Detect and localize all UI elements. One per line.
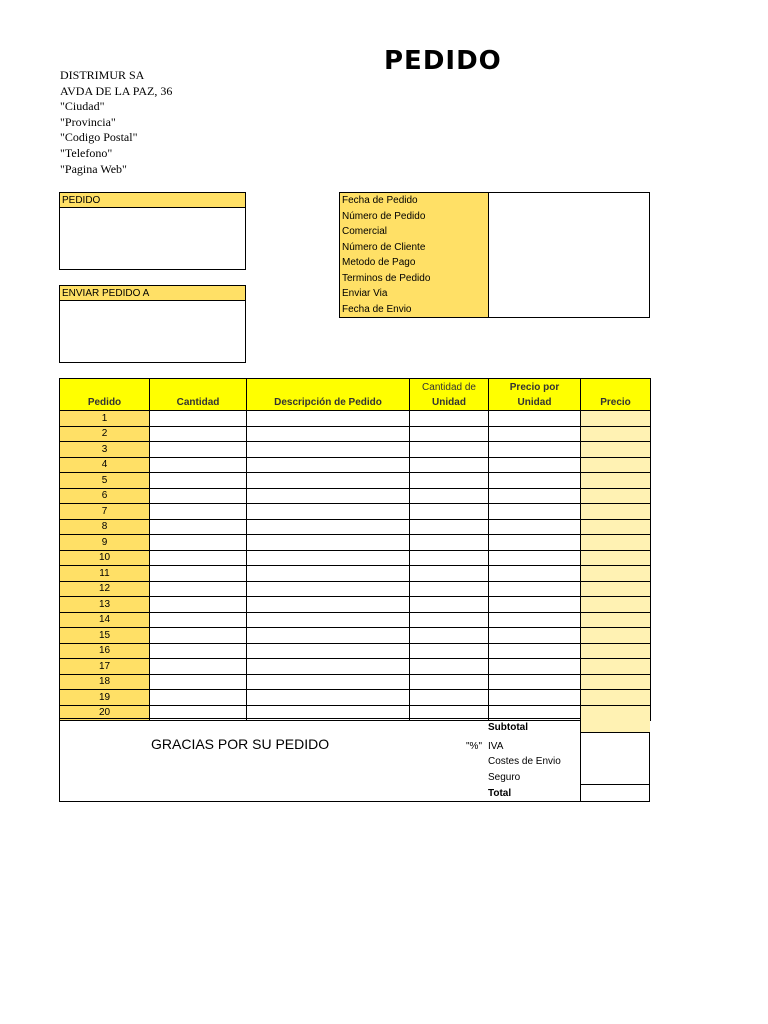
table-row (60, 519, 651, 535)
order-info-values[interactable] (489, 193, 649, 317)
descripcion-cell[interactable] (247, 457, 410, 473)
company-phone: "Telefono" (60, 145, 113, 160)
row-number: 18 (60, 674, 150, 690)
precio-unidad-cell[interactable] (489, 504, 581, 520)
descripcion-cell[interactable] (247, 612, 410, 628)
cantidad-unidad-cell[interactable] (410, 535, 489, 551)
descripcion-cell[interactable] (247, 504, 410, 520)
row-number: 2 (60, 426, 150, 442)
table-row (60, 504, 651, 520)
col-header-precio-unidad-line1: Precio por (509, 382, 560, 393)
vat-percent: "%" (466, 741, 482, 752)
precio-unidad-cell[interactable] (489, 581, 581, 597)
precio-cell[interactable] (581, 504, 651, 520)
precio-unidad-cell[interactable] (489, 519, 581, 535)
precio-cell[interactable] (581, 535, 651, 551)
precio-cell[interactable] (581, 488, 651, 504)
order-number-label: Número de Pedido (342, 210, 426, 222)
precio-cell[interactable] (581, 411, 651, 427)
payment-method-label: Metodo de Pago (342, 257, 416, 268)
precio-unidad-cell[interactable] (489, 612, 581, 628)
company-info (60, 68, 172, 177)
table-row (60, 550, 651, 566)
precio-unidad-cell[interactable] (489, 442, 581, 458)
cantidad-cell[interactable] (150, 690, 247, 706)
items-table (59, 378, 651, 721)
col-header-pedido: Pedido (60, 379, 150, 411)
row-number: 3 (60, 442, 150, 458)
order-info-labels (340, 193, 489, 317)
thanks-message: GRACIAS POR SU PEDIDO (151, 736, 330, 752)
descripcion-cell[interactable] (247, 674, 410, 690)
table-row (60, 473, 651, 489)
cantidad-unidad-cell[interactable] (410, 550, 489, 566)
company-postal-code: "Codigo Postal" (60, 130, 138, 145)
table-row (60, 674, 651, 690)
col-header-precio: Precio (581, 379, 651, 411)
precio-unidad-cell[interactable] (489, 426, 581, 442)
precio-cell[interactable] (581, 550, 651, 566)
cantidad-unidad-cell[interactable] (410, 473, 489, 489)
precio-cell[interactable] (581, 643, 651, 659)
precio-unidad-cell[interactable] (489, 643, 581, 659)
ship-to-box (59, 285, 246, 363)
cantidad-cell[interactable] (150, 643, 247, 659)
order-box (59, 192, 246, 270)
precio-cell[interactable] (581, 628, 651, 644)
precio-unidad-cell[interactable] (489, 457, 581, 473)
precio-unidad-cell[interactable] (489, 550, 581, 566)
cantidad-unidad-cell[interactable] (410, 488, 489, 504)
row-number: 12 (60, 581, 150, 597)
cantidad-unidad-cell[interactable] (410, 411, 489, 427)
cantidad-cell[interactable] (150, 674, 247, 690)
cantidad-cell[interactable] (150, 411, 247, 427)
row-number: 17 (60, 659, 150, 675)
row-number: 19 (60, 690, 150, 706)
descripcion-cell[interactable] (247, 550, 410, 566)
cantidad-cell[interactable] (150, 519, 247, 535)
table-row (60, 659, 651, 675)
order-date-label: Fecha de Pedido (342, 195, 418, 206)
cantidad-unidad-cell[interactable] (410, 643, 489, 659)
col-header-descripcion: Descripción de Pedido (247, 379, 410, 411)
company-name: DISTRIMUR SA (60, 68, 145, 82)
col-header-cantidad-unidad-line1: Cantidad de (422, 382, 476, 393)
descripcion-cell[interactable] (247, 690, 410, 706)
precio-cell[interactable] (581, 581, 651, 597)
descripcion-cell[interactable] (247, 597, 410, 613)
precio-cell[interactable] (581, 612, 651, 628)
precio-cell[interactable] (581, 473, 651, 489)
table-row (60, 690, 651, 706)
precio-cell[interactable] (581, 597, 651, 613)
cantidad-unidad-cell[interactable] (410, 457, 489, 473)
company-city: "Ciudad" (60, 99, 105, 114)
col-header-cantidad-unidad-line2: Unidad (432, 397, 466, 408)
precio-unidad-cell[interactable] (489, 628, 581, 644)
company-website: "Pagina Web" (60, 161, 127, 176)
subtotal-value[interactable] (581, 718, 650, 733)
cantidad-cell[interactable] (150, 473, 247, 489)
cantidad-cell[interactable] (150, 628, 247, 644)
cantidad-cell[interactable] (150, 597, 247, 613)
row-number: 5 (60, 473, 150, 489)
cantidad-unidad-cell[interactable] (410, 674, 489, 690)
row-number: 6 (60, 488, 150, 504)
cantidad-cell[interactable] (150, 426, 247, 442)
charges-value[interactable] (581, 733, 650, 785)
descripcion-cell[interactable] (247, 426, 410, 442)
cantidad-cell[interactable] (150, 550, 247, 566)
cantidad-cell[interactable] (150, 581, 247, 597)
col-header-cantidad: Cantidad (150, 379, 247, 411)
total-label: Total (488, 788, 512, 799)
table-row (60, 411, 651, 427)
precio-cell[interactable] (581, 426, 651, 442)
table-row (60, 488, 651, 504)
order-terms-label: Terminos de Pedido (342, 272, 431, 284)
row-number: 15 (60, 628, 150, 644)
table-row (60, 566, 651, 582)
cantidad-unidad-cell[interactable] (410, 628, 489, 644)
row-number: 4 (60, 457, 150, 473)
precio-unidad-cell[interactable] (489, 674, 581, 690)
order-box-field[interactable] (60, 208, 245, 269)
descripcion-cell[interactable] (247, 581, 410, 597)
row-number: 8 (60, 519, 150, 535)
cantidad-unidad-cell[interactable] (410, 659, 489, 675)
order-info-box (339, 192, 650, 318)
cantidad-cell[interactable] (150, 659, 247, 675)
descripcion-cell[interactable] (247, 411, 410, 427)
precio-unidad-cell[interactable] (489, 473, 581, 489)
descripcion-cell[interactable] (247, 519, 410, 535)
ship-date-label: Fecha de Envio (342, 303, 412, 315)
cantidad-unidad-cell[interactable] (410, 612, 489, 628)
descripcion-cell[interactable] (247, 488, 410, 504)
cantidad-unidad-cell[interactable] (410, 426, 489, 442)
precio-unidad-cell[interactable] (489, 411, 581, 427)
vat-label: IVA (488, 741, 504, 752)
table-row (60, 442, 651, 458)
ship-via-label: Enviar Via (342, 288, 388, 299)
precio-cell[interactable] (581, 690, 651, 706)
descripcion-cell[interactable] (247, 535, 410, 551)
descripcion-cell[interactable] (247, 442, 410, 458)
subtotal-label: Subtotal (488, 722, 528, 733)
table-row (60, 643, 651, 659)
row-number: 20 (60, 705, 150, 721)
precio-unidad-cell[interactable] (489, 659, 581, 675)
descripcion-cell[interactable] (247, 643, 410, 659)
table-row (60, 581, 651, 597)
col-header-precio-unidad-line2: Unidad (517, 397, 552, 408)
row-number: 16 (60, 643, 150, 659)
cantidad-unidad-cell[interactable] (410, 690, 489, 706)
row-number: 9 (60, 535, 150, 551)
descripcion-cell[interactable] (247, 473, 410, 489)
totals-values-column (580, 718, 650, 802)
table-row (60, 426, 651, 442)
descripcion-cell[interactable] (247, 659, 410, 675)
row-number: 10 (60, 550, 150, 566)
precio-unidad-cell[interactable] (489, 566, 581, 582)
precio-unidad-cell[interactable] (489, 690, 581, 706)
cantidad-unidad-cell[interactable] (410, 519, 489, 535)
cantidad-cell[interactable] (150, 566, 247, 582)
precio-unidad-cell[interactable] (489, 535, 581, 551)
cantidad-unidad-cell[interactable] (410, 566, 489, 582)
precio-cell[interactable] (581, 659, 651, 675)
cantidad-cell[interactable] (150, 442, 247, 458)
ship-to-field[interactable] (60, 301, 245, 362)
row-number: 11 (60, 566, 150, 582)
table-row (60, 628, 651, 644)
col-header-precio-unidad (489, 379, 581, 411)
precio-cell[interactable] (581, 442, 651, 458)
cantidad-unidad-cell[interactable] (410, 442, 489, 458)
table-row (60, 612, 651, 628)
cantidad-unidad-cell[interactable] (410, 581, 489, 597)
insurance-label: Seguro (488, 772, 521, 783)
table-row (60, 597, 651, 613)
descripcion-cell[interactable] (247, 566, 410, 582)
row-number: 7 (60, 504, 150, 520)
cantidad-unidad-cell[interactable] (410, 597, 489, 613)
row-number: 1 (60, 411, 150, 427)
precio-cell[interactable] (581, 519, 651, 535)
descripcion-cell[interactable] (247, 628, 410, 644)
precio-cell[interactable] (581, 566, 651, 582)
customer-number-label: Número de Cliente (342, 241, 426, 253)
cantidad-cell[interactable] (150, 488, 247, 504)
company-address: AVDA DE LA PAZ, 36 (60, 83, 173, 98)
order-box-label: PEDIDO (60, 193, 245, 208)
sales-rep-label: Comercial (342, 226, 388, 237)
table-row (60, 457, 651, 473)
row-number: 13 (60, 597, 150, 613)
table-row (60, 535, 651, 551)
items-table-body (60, 411, 651, 721)
shipping-label: Costes de Envio (488, 756, 561, 767)
document-title: PEDIDO (384, 46, 502, 76)
totals-section (59, 718, 650, 802)
cantidad-cell[interactable] (150, 504, 247, 520)
cantidad-cell[interactable] (150, 457, 247, 473)
ship-to-label: ENVIAR PEDIDO A (60, 286, 245, 301)
precio-cell[interactable] (581, 674, 651, 690)
precio-unidad-cell[interactable] (489, 597, 581, 613)
company-province: "Provincia" (60, 114, 116, 129)
cantidad-cell[interactable] (150, 612, 247, 628)
precio-unidad-cell[interactable] (489, 488, 581, 504)
precio-cell[interactable] (581, 457, 651, 473)
cantidad-unidad-cell[interactable] (410, 504, 489, 520)
total-value[interactable] (581, 785, 650, 801)
row-number: 14 (60, 612, 150, 628)
col-header-cantidad-unidad (410, 379, 489, 411)
cantidad-cell[interactable] (150, 535, 247, 551)
